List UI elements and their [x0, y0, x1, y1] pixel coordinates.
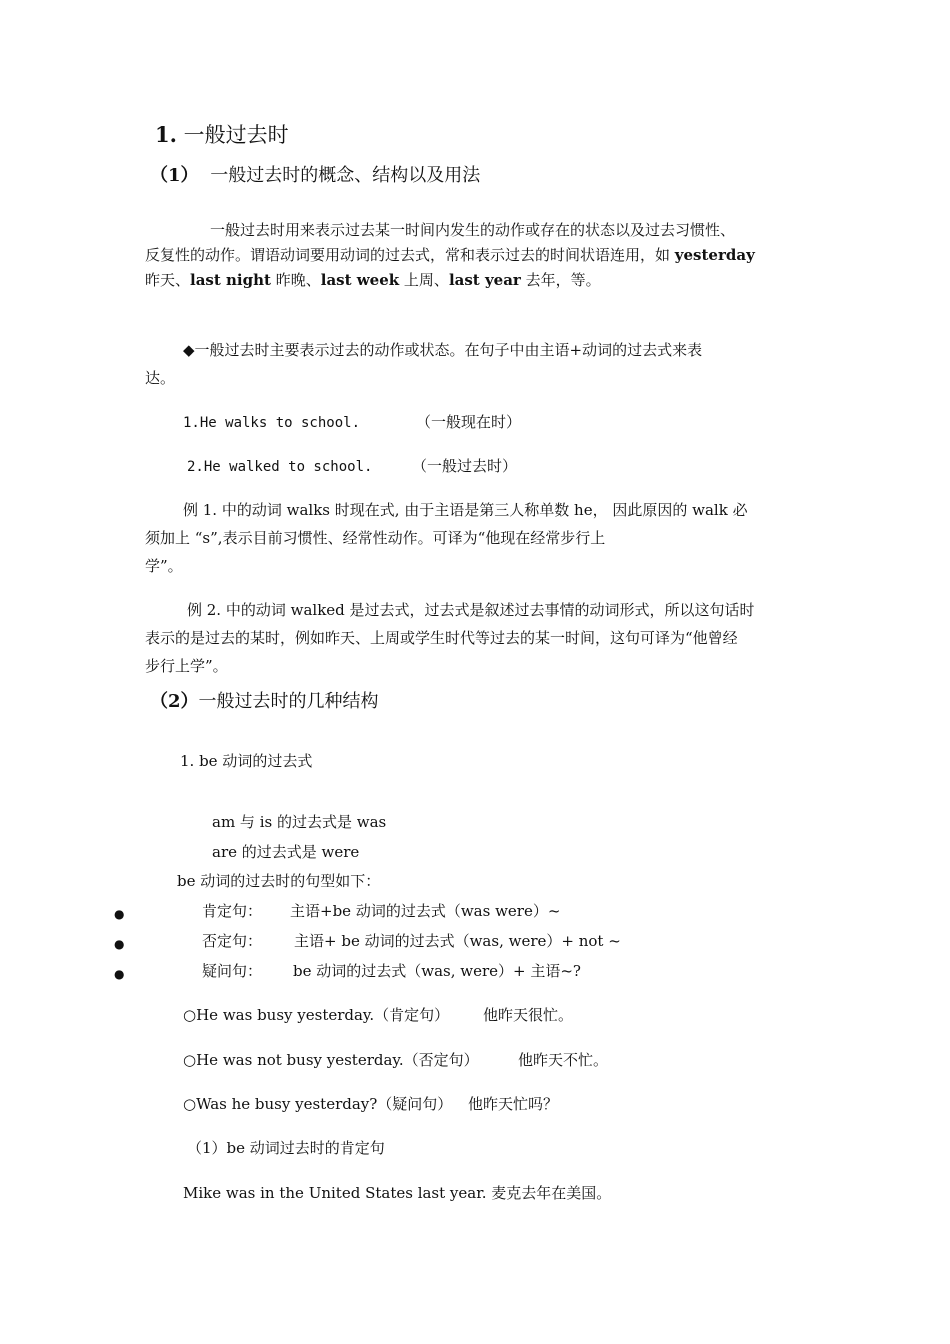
sample-english: ○He was busy yesterday.（肯定句） — [183, 1006, 450, 1024]
be-heading: 1. be 动词的过去式 — [180, 752, 313, 770]
bullet-icon: ● — [114, 907, 125, 921]
example-1-english: 1.He walks to school. — [183, 415, 361, 431]
section-number: 1. — [155, 122, 177, 147]
subsection-title: 一般过去时的几种结构 — [198, 691, 379, 712]
example-1-tense: （一般现在时） — [416, 413, 522, 431]
pattern-question — [202, 961, 581, 981]
explain1-line-1: 例 1. 中的动词 walks 时现在式, 由于主语是第三人称单数 he， 因此原因的 walk 必 — [183, 501, 748, 519]
keyword-last-week: last week — [320, 271, 400, 289]
intro-text: 昨天、 — [145, 271, 191, 289]
note-line-2: 达。 — [145, 369, 176, 387]
pattern-label: 否定句： — [202, 932, 263, 950]
sample-translation: 他昨天很忙。 — [483, 1006, 574, 1024]
sample-english: ○He was not busy yesterday.（否定句） — [183, 1051, 479, 1069]
intro-line-3 — [145, 270, 601, 290]
pattern-form: 主语+ be 动词的过去式（was, were）+ not ~ — [294, 932, 621, 950]
keyword-last-night: last night — [190, 271, 271, 289]
intro-line-2 — [145, 245, 755, 265]
sample-english: ○Was he busy yesterday?（疑问句） — [183, 1095, 453, 1113]
note-line-1: ◆一般过去时主要表示过去的动作或状态。在句子中由主语+动词的过去式来表 — [183, 341, 703, 359]
example-2 — [187, 456, 518, 477]
section-heading — [155, 122, 289, 148]
example-2-english: 2.He walked to school. — [187, 459, 373, 475]
keyword-yesterday: yesterday — [674, 246, 755, 264]
explain1-line-2: 须加上 “s”,表示目前习惯性、经常性动作。可译为“他现在经常步行上 — [145, 529, 606, 547]
keyword-last-year: last year — [448, 271, 521, 289]
intro-text: 昨晚、 — [270, 271, 321, 289]
sample-sentence-2 — [183, 1050, 609, 1070]
explain2-line-3: 步行上学”。 — [145, 657, 228, 675]
bullet-icon: ● — [114, 967, 125, 981]
section-title: 一般过去时 — [183, 123, 289, 147]
example-1 — [183, 412, 522, 433]
am-is-past: am 与 is 的过去式是 was — [212, 813, 387, 831]
subsection-heading-2 — [150, 690, 379, 714]
intro-text: 去年，等。 — [520, 271, 601, 289]
pattern-negative — [202, 931, 621, 951]
sample-sentence-1 — [183, 1005, 574, 1025]
pattern-label: 肯定句： — [202, 902, 263, 920]
pattern-form: 主语+be 动词的过去式（was were）~ — [290, 902, 561, 920]
patterns-title: be 动词的过去时的句型如下： — [177, 872, 381, 890]
subsection-heading-1 — [150, 164, 480, 188]
intro-text: 上周、 — [399, 271, 449, 289]
pattern-label: 疑问句： — [202, 962, 263, 980]
intro-line-1: 一般过去时用来表示过去某一时间内发生的动作或存在的状态以及过去习惯性、 — [210, 221, 736, 239]
are-past: are 的过去式是 were — [212, 843, 360, 861]
affirmative-example: Mike was in the United States last year. 麦克去年在美国。 — [183, 1184, 612, 1202]
example-2-tense: （一般过去时） — [412, 457, 518, 475]
bullet-icon: ● — [114, 937, 125, 951]
sample-sentence-3 — [183, 1094, 559, 1114]
subsection-number: （2） — [150, 691, 199, 712]
subsection-title: 一般过去时的概念、结构以及用法 — [210, 165, 481, 186]
pattern-form: be 动词的过去式（was, were）+ 主语~? — [293, 962, 581, 980]
explain2-line-2: 表示的是过去的某时，例如昨天、上周或学生时代等过去的某一时间，这句可译为“他曾经 — [145, 629, 738, 647]
pattern-affirmative — [202, 901, 561, 921]
affirmative-title: （1）be 动词过去时的肯定句 — [187, 1139, 385, 1157]
intro-text: 反复性的动作。谓语动词要用动词的过去式，常和表示过去的时间状语连用，如 — [145, 246, 675, 264]
sample-translation: 他昨天不忙。 — [518, 1051, 609, 1069]
subsection-number: （1） — [150, 165, 199, 186]
explain1-line-3: 学”。 — [145, 557, 183, 575]
sample-translation: 他昨天忙吗？ — [468, 1095, 559, 1113]
explain2-line-1: 例 2. 中的动词 walked 是过去式，过去式是叙述过去事情的动词形式，所以这句话时 — [187, 601, 755, 619]
